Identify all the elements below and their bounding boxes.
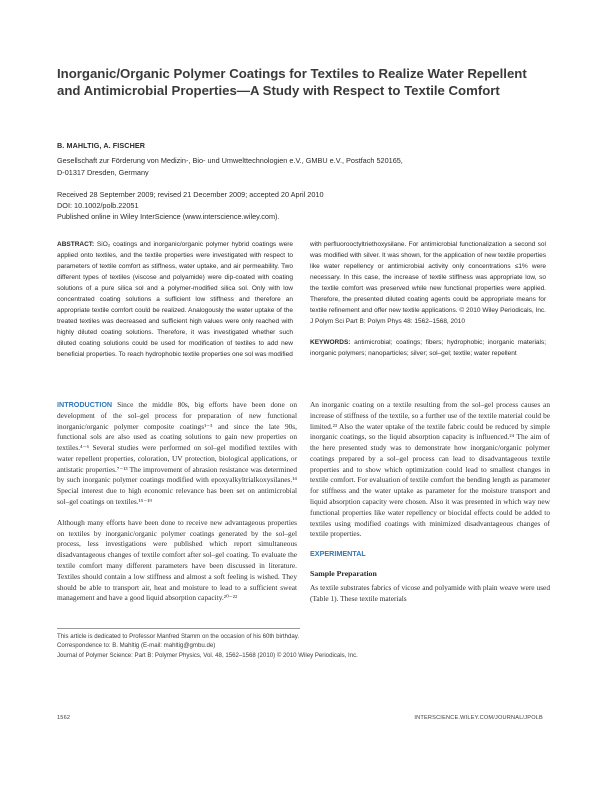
sample-preparation-text: As textile substrates fabrics of vicose and polyamide with plain weave were used (Table 1). These textile materials <box>310 583 550 603</box>
received-dates: Received 28 September 2009; revised 21 December 2009; accepted 20 April 2010 <box>57 190 324 199</box>
article-authors: B. MAHLTIG, A. FISCHER <box>57 141 146 150</box>
keywords-label: KEYWORDS: <box>310 338 351 346</box>
abstract-right <box>310 240 546 360</box>
article-title: Inorganic/Organic Polymer Coatings for Textiles to Realize Water Repellent and Antimicrobial Properties—A Study with Respect to Textile Comfort <box>57 66 527 98</box>
footnote-dedication: This article is dedicated to Professor Manfred Stamm on the occasion of his 60th birthday. <box>57 633 300 640</box>
affiliation-line-2: D-01317 Dresden, Germany <box>57 168 149 177</box>
abstract-text-left: SiO₂ coatings and inorganic/organic polymer hybrid coatings were applied onto textiles, and the textile properties were investigated with respect to parameters of textile comfort as stiffness, water uptake, and air permeability. Two different types of textiles (viscose and polyamide) were dip-coated with coating solutions of a pure silica sol and a polymer-modified silica sol. Only with low concentrated coating solutions a sufficient low stiffness and therefore an appropriate textile comfort could be realized. Analogously the water uptake of the treated textiles was decreased and sufficient high values were only reached with highly diluted coating solutions. Therefore, it was investigated whether such diluted coating solutions could be used for modification of textiles to add new beneficial properties. To reach hydrophobic textile properties one sol was modified <box>57 241 293 358</box>
sample-preparation-heading: Sample Preparation <box>310 569 377 578</box>
abstract-label: ABSTRACT: <box>57 241 95 248</box>
introduction-paragraph-2: Although many efforts have been done to receive new advantageous properties on textiles by inorganic/organic polymer coatings generated by the sol–gel process, less investigations were published which report simultaneous disadvantageous changes of textile comfort after sol–gel coating. To evaluate the textile comfort many different parameters have been discussed in literature. Textiles should contain a low stiffness and almost a soft feeling is wished. They should be able to transport air, heat and moisture to lead to a sufficient sweat management and have a good liquid absorption capacity.²⁰⁻²² <box>57 517 297 603</box>
footnote-journal: Journal of Polymer Science: Part B: Polymer Physics, Vol. 48, 1562–1568 (2010) © 2010 Wiley Periodicals, Inc. <box>57 651 358 659</box>
introduction-text-1: Since the middle 80s, big efforts have been done on development of the sol–gel process for preparation of new functional inorganic/organic polymer composite coatings¹⁻³ and since the late 90s, functional sols are also used as coating solutions to gain new properties on textiles.⁴⁻⁶ Several studies were performed on sol–gel modified textiles with water repellent properties, coloration, UV protection, biological applications, or antistatic properties.⁷⁻¹³ The improvement of abrasion resistance was determined by such inorganic polymer coatings modified with epoxyalkyltrialkoxysilanes.¹⁴ Special interest due to high economic relevance has been set on antimicrobial sol–gel coatings on textiles.¹⁵⁻¹⁹ <box>57 400 297 507</box>
body-right-paragraph: An inorganic coating on a textile resulting from the sol–gel process causes an increase of stiffness of the textile, so a further use of the textile material could be limited.²³ Also the water uptake of the textile fabric could be reduced by simple inorganic coatings, so the liquid absorption capacity is influenced.²⁴ The aim of the here presented study was to demonstrate how inorganic/organic polymer coatings prepared by a sol–gel process can lead to disadvantageous textile properties and to show which optimization could lead to smallest changes in textile comfort. For evaluation of textile comfort the bending length as parameter for stiffness and the water uptake as parameter for the moisture transport and liquid absorption capacity were chosen. Also it was presented in which way new functional properties like water repellency or biocidal effects could be added to textiles using modified coatings with minimized disadvantageous changes of textile properties. <box>310 400 550 539</box>
keywords-text: antimicrobial; coatings; fibers; hydrophobic; inorganic materials; inorganic polymers; nanoparticles; silver; sol–gel; textile; water repellent <box>310 338 547 357</box>
doi: DOI: 10.1002/polb.22051 <box>57 201 139 210</box>
published-online: Published online in Wiley InterScience (www.interscience.wiley.com). <box>57 212 280 221</box>
footnote <box>57 632 557 660</box>
abstract-left <box>57 240 293 360</box>
page-number: 1562 <box>57 715 71 721</box>
body-left-column <box>57 400 297 604</box>
abstract-text-right: with perfluorooctyltriethoxysilane. For antimicrobial functionalization a second sol was modified with silver. It was shown, for the application of new textile properties like water repellency or antimicrobial activity only concentrations ≤1% were necessary. In this case, the increase of textile stiffness was appropriate low, so the textile comfort was preserved while new functional properties were applied. Therefore, the presented diluted coating agents could be appropriate means for textile refinement and offer new textile applications. © 2010 Wiley Periodicals, Inc. J Polym Sci Part B: Polym Phys 48: 1562–1568, 2010 <box>310 241 546 325</box>
keywords <box>310 338 546 360</box>
affiliation-line-1: Gesellschaft zur Förderung von Medizin-, Bio- und Umwelttechnologien e.V., GMBU e.V., Postfach 520165, <box>57 156 403 165</box>
footnote-correspondence: Correspondence to: B. Mahltig (E-mail: mahltig@gmbu.de) <box>57 642 216 650</box>
experimental-heading: EXPERIMENTAL <box>310 549 366 558</box>
footnote-divider <box>57 628 300 629</box>
introduction-heading: INTRODUCTION <box>57 400 113 409</box>
journal-url[interactable]: INTERSCIENCE.WILEY.COM/JOURNAL/JPOLB <box>414 715 543 721</box>
introduction-paragraph-1 <box>57 400 297 508</box>
